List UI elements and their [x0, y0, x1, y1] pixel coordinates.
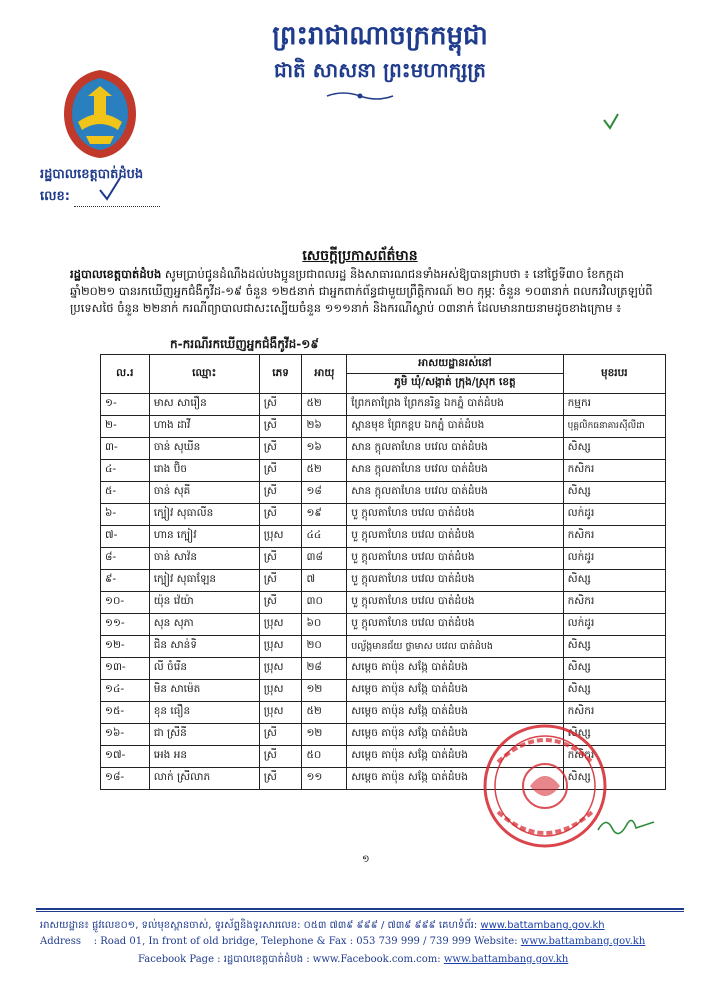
cell-name: លាក់ ស្រីលាភ [149, 768, 259, 790]
cell-sex: ស្រី [259, 504, 302, 526]
cell-age: ៣៨ [302, 548, 347, 570]
cell-occupation: សិស្ស [563, 570, 665, 592]
cell-no: ១១- [101, 614, 150, 636]
footer-website-link-2[interactable]: www.battambang.gov.kh [520, 936, 646, 947]
cell-age: ២៦ [302, 416, 347, 438]
cell-age: ២៨ [302, 658, 347, 680]
footer-address-label: Address [40, 936, 81, 947]
table-row [101, 416, 666, 438]
cell-occupation: លក់ដូរ [563, 614, 665, 636]
cell-age: ៧ [302, 570, 347, 592]
cell-sex: ស្រី [259, 482, 302, 504]
cell-address: សម្ដេច តាប៉ុន សង្កែ បាត់ដំបង [347, 680, 563, 702]
table-row [101, 482, 666, 504]
footer-facebook-label: Facebook Page : រដ្ឋបាលខេត្តបាត់ដំបង : www.Facebook.com.com: [138, 954, 441, 965]
cell-occupation: សិស្ស [563, 658, 665, 680]
cell-age: ៥២ [302, 702, 347, 724]
footer-facebook-link[interactable]: www.battambang.gov.kh [443, 954, 569, 965]
cell-sex: ស្រី [259, 768, 302, 790]
cell-name: សុន សុភា [149, 614, 259, 636]
table-row [101, 548, 666, 570]
table-row [101, 636, 666, 658]
cell-occupation: សិស្ស [563, 438, 665, 460]
table-row [101, 438, 666, 460]
cell-occupation: កសិករ [563, 702, 665, 724]
header-no: ល.រ [101, 355, 150, 394]
section-heading: ក-ករណីរកឃើញអ្នកជំងឺកូវីដ-១៩ [170, 337, 319, 351]
cell-no: ៦- [101, 504, 150, 526]
table-row [101, 394, 666, 416]
cell-occupation: កសិករ [563, 460, 665, 482]
document-title: សេចក្តីប្រកាសព័ត៌មាន [302, 248, 418, 264]
cell-address: សាន ក្តុលតាហែន បវេល បាត់ដំបង [347, 438, 563, 460]
table-row [101, 460, 666, 482]
cell-name: ហាង ដាវី [149, 416, 259, 438]
cell-no: ២- [101, 416, 150, 438]
cell-name: ក្បៀវ សុធាឡែន [149, 570, 259, 592]
kingdom-title: ព្រះរាជាណាចក្រកម្ពុជា [272, 21, 488, 51]
cell-address: ស្ពានមុខ ព្រែកខ្ពប ឯកភ្នំ បាត់ដំបង [347, 416, 563, 438]
cell-sex: ស្រី [259, 570, 302, 592]
cell-name: ហាន ក្បៀវ [149, 526, 259, 548]
header-address: អាសយដ្ឋានរស់នៅ [347, 355, 563, 374]
cell-occupation: លក់ដូរ [563, 504, 665, 526]
cell-age: ១៨ [302, 482, 347, 504]
cell-name: ជិន សាន់ទិ [149, 636, 259, 658]
cell-name: យ៉ុន វ៉េយ៉ា [149, 592, 259, 614]
cell-address: ព្រែកតាព្រែង ព្រែកនរិន្ទ ឯកភ្នំ បាត់ដំបង [347, 394, 563, 416]
cell-occupation: កសិករ [563, 592, 665, 614]
cell-address: បួ ក្តុលតាហែន បវេល បាត់ដំបង [347, 548, 563, 570]
cell-age: ៥០ [302, 746, 347, 768]
cell-age: ៥២ [302, 394, 347, 416]
intro-lead: រដ្ឋបាលខេត្តបាត់ដំបង [70, 267, 162, 281]
cell-address: សម្ដេច តាប៉ុន សង្កែ បាត់ដំបង [347, 768, 563, 790]
cell-occupation: លក់ដូរ [563, 548, 665, 570]
cell-sex: ស្រី [259, 724, 302, 746]
cell-address: បួ ក្តុលតាហែន បវេល បាត់ដំបង [347, 614, 563, 636]
table-row [101, 504, 666, 526]
page-number: ១ [362, 854, 370, 865]
cell-address: សម្ដេច តាប៉ុន សង្កែ បាត់ដំបង [347, 658, 563, 680]
cell-sex: ស្រី [259, 394, 302, 416]
table-row [101, 702, 666, 724]
footer-facebook [138, 952, 720, 967]
cell-age: ៣០ [302, 592, 347, 614]
cell-name: មិន សាម៉េត [149, 680, 259, 702]
cell-no: ១- [101, 394, 150, 416]
cell-sex: ប្រុស [259, 614, 302, 636]
cell-age: ១៦ [302, 438, 347, 460]
cell-address: សាន ក្តុលតាហែន បវេល បាត់ដំបង [347, 460, 563, 482]
agency-name: រដ្ឋបាលខេត្តបាត់ដំបង [40, 167, 144, 182]
cell-no: ១៨- [101, 768, 150, 790]
cell-no: ១២- [101, 636, 150, 658]
kingdom-header [190, 20, 570, 84]
cell-name: ចាន់ សុឃីន [149, 438, 259, 460]
cell-no: ១៣- [101, 658, 150, 680]
cell-age: ១២ [302, 724, 347, 746]
cell-name: អេង អន [149, 746, 259, 768]
ornament-divider-icon [325, 90, 395, 102]
cell-occupation: បុគ្គលិកធនាគារសុីលីដា [563, 416, 665, 438]
cell-age: ១៩ [302, 504, 347, 526]
cell-name: លី ចំរើន [149, 658, 259, 680]
cell-address: បួ ក្តុលតាហែន បវេល បាត់ដំបង [347, 570, 563, 592]
cell-sex: ប្រុស [259, 526, 302, 548]
cell-sex: ប្រុស [259, 636, 302, 658]
cell-sex: ស្រី [259, 548, 302, 570]
cell-address: សាន ក្តុលតាហែន បវេល បាត់ដំបង [347, 482, 563, 504]
national-motto: ជាតិ សាសនា ព្រះមហាក្សត្រ [274, 58, 486, 82]
cell-no: ១៤- [101, 680, 150, 702]
intro-body: សូមប្រាប់ជូនដំណឹងដល់បងប្អូនប្រជាពលរដ្ឋ និងសាធារណជនទាំងអស់ឱ្យបានជ្រាបថា ៖ នៅថ្ងៃទី៣០ ខែកក្កដា ឆ្នាំ២០២១ បានរកឃើញអ្នកជំងឺកូវីដ-១៩ ចំនួន ១២៥នាក់ ជាអ្នកពាក់ព័ន្ធជាមួយព្រឹត្តិការណ៍ ២០ កុម្ភៈ ចំនួន ១០៣នាក់ ពលករវិលត្រឡប់ពីប្រទេសថៃ ចំនួន ២២នាក់ ករណីព្យាបាលជាសះស្បើយចំនួន ១១១នាក់ និងករណីស្លាប់ ០៣នាក់ ដែលមានរាយនាមដូចខាងក្រោម ៖ [70, 267, 653, 315]
cell-occupation: កម្មករ [563, 394, 665, 416]
cell-name: ជា ស្រីនី [149, 724, 259, 746]
number-label: លេខ: [40, 189, 70, 204]
cell-no: ៤- [101, 460, 150, 482]
cell-sex: ប្រុស [259, 702, 302, 724]
emblem-logo-icon [58, 66, 142, 162]
cell-occupation: សិស្ស [563, 636, 665, 658]
cell-no: ១៥- [101, 702, 150, 724]
cell-sex: ស្រី [259, 460, 302, 482]
cell-name: ចាន់ សុគី [149, 482, 259, 504]
footer-divider [36, 908, 684, 910]
cell-occupation: កសិករ [563, 746, 665, 768]
table-row [101, 614, 666, 636]
table-row [101, 680, 666, 702]
cell-address: សម្ដេច តាប៉ុន សង្កែ បាត់ដំបង [347, 724, 563, 746]
table-row [101, 592, 666, 614]
cell-occupation: សិស្ស [563, 482, 665, 504]
cell-address: សម្ដេច តាប៉ុន សង្កែ បាត់ដំបង [347, 746, 563, 768]
cell-sex: ប្រុស [259, 658, 302, 680]
cell-no: ៧- [101, 526, 150, 548]
cell-address: បួ ក្តុលតាហែន បវេល បាត់ដំបង [347, 592, 563, 614]
cell-name: ខុន ធឿន [149, 702, 259, 724]
cell-age: ១១ [302, 768, 347, 790]
cell-sex: ស្រី [259, 592, 302, 614]
header-sex: ភេទ [259, 355, 302, 394]
cell-age: ៦០ [302, 614, 347, 636]
cell-sex: ស្រី [259, 746, 302, 768]
cell-occupation: សិស្ស [563, 680, 665, 702]
cell-age: ៤៤ [302, 526, 347, 548]
footer-address-text: : Road 01, In front of old bridge, Telephone & Fax : 053 739 999 / 739 999 Website: [93, 936, 518, 947]
cell-no: ៣- [101, 438, 150, 460]
cell-occupation: កសិករ [563, 526, 665, 548]
cell-address: សម្ដេច តាប៉ុន សង្កែ បាត់ដំបង [347, 702, 563, 724]
intro-paragraph [70, 266, 670, 317]
header-age: អាយុ [302, 355, 347, 394]
cell-no: ១០- [101, 592, 150, 614]
cell-sex: ស្រី [259, 438, 302, 460]
cell-name: ចាន់ សាវ៉ន [149, 548, 259, 570]
footer-khmer-address [40, 918, 690, 933]
cell-age: ៥២ [302, 460, 347, 482]
cell-address: បួ ក្តុលតាហែន បវេល បាត់ដំបង [347, 526, 563, 548]
header-occupation: មុខរបរ [563, 355, 665, 394]
cell-name: រោង ប៊ិច [149, 460, 259, 482]
table-row [101, 658, 666, 680]
corner-mark-icon [600, 110, 622, 132]
cell-occupation: សិស្ស [563, 768, 665, 790]
cell-address: បល្ល័ង្កមានជ័យ ថ្លាមាស បវេល បាត់ដំបង [347, 636, 563, 658]
footer-english-address [40, 936, 690, 947]
header-name: ឈ្មោះ [149, 355, 259, 394]
cell-address: បួ ក្តុលតាហែន បវេល បាត់ដំបង [347, 504, 563, 526]
official-seal-icon [480, 722, 610, 850]
checkmark-icon [98, 176, 122, 202]
cell-age: ១២ [302, 680, 347, 702]
header-address-sub: ភូមិ ឃុំ/សង្កាត់ ក្រុង/ស្រុក ខេត្ត [347, 374, 563, 394]
cell-age: ២០ [302, 636, 347, 658]
cell-sex: ស្រី [259, 416, 302, 438]
cell-no: ១៧- [101, 746, 150, 768]
signature-icon [596, 808, 656, 838]
cell-name: មាស សារឿន [149, 394, 259, 416]
table-row [101, 526, 666, 548]
footer-khmer-text: អាសយដ្ឋាន៖ ផ្លូវលេខ០១, ទល់មុខស្ពានចាស់, ទូរស័ព្ទនិងទូរសារលេខ: ០៥៣ ៧៣៩ ៩៩៩ / ៧៣៩ ៩៩៩ គេហទំព័រ: [40, 920, 478, 931]
table-row [101, 570, 666, 592]
cell-name: ក្បៀវ សុធាលីន [149, 504, 259, 526]
cell-no: ៩- [101, 570, 150, 592]
footer-divider-thin [36, 911, 684, 912]
cell-occupation: សិស្ស [563, 724, 665, 746]
cell-no: ១៦- [101, 724, 150, 746]
cell-sex: ប្រុស [259, 680, 302, 702]
cell-no: ៥- [101, 482, 150, 504]
footer-website-link[interactable]: www.battambang.gov.kh [480, 920, 605, 931]
cell-no: ៨- [101, 548, 150, 570]
